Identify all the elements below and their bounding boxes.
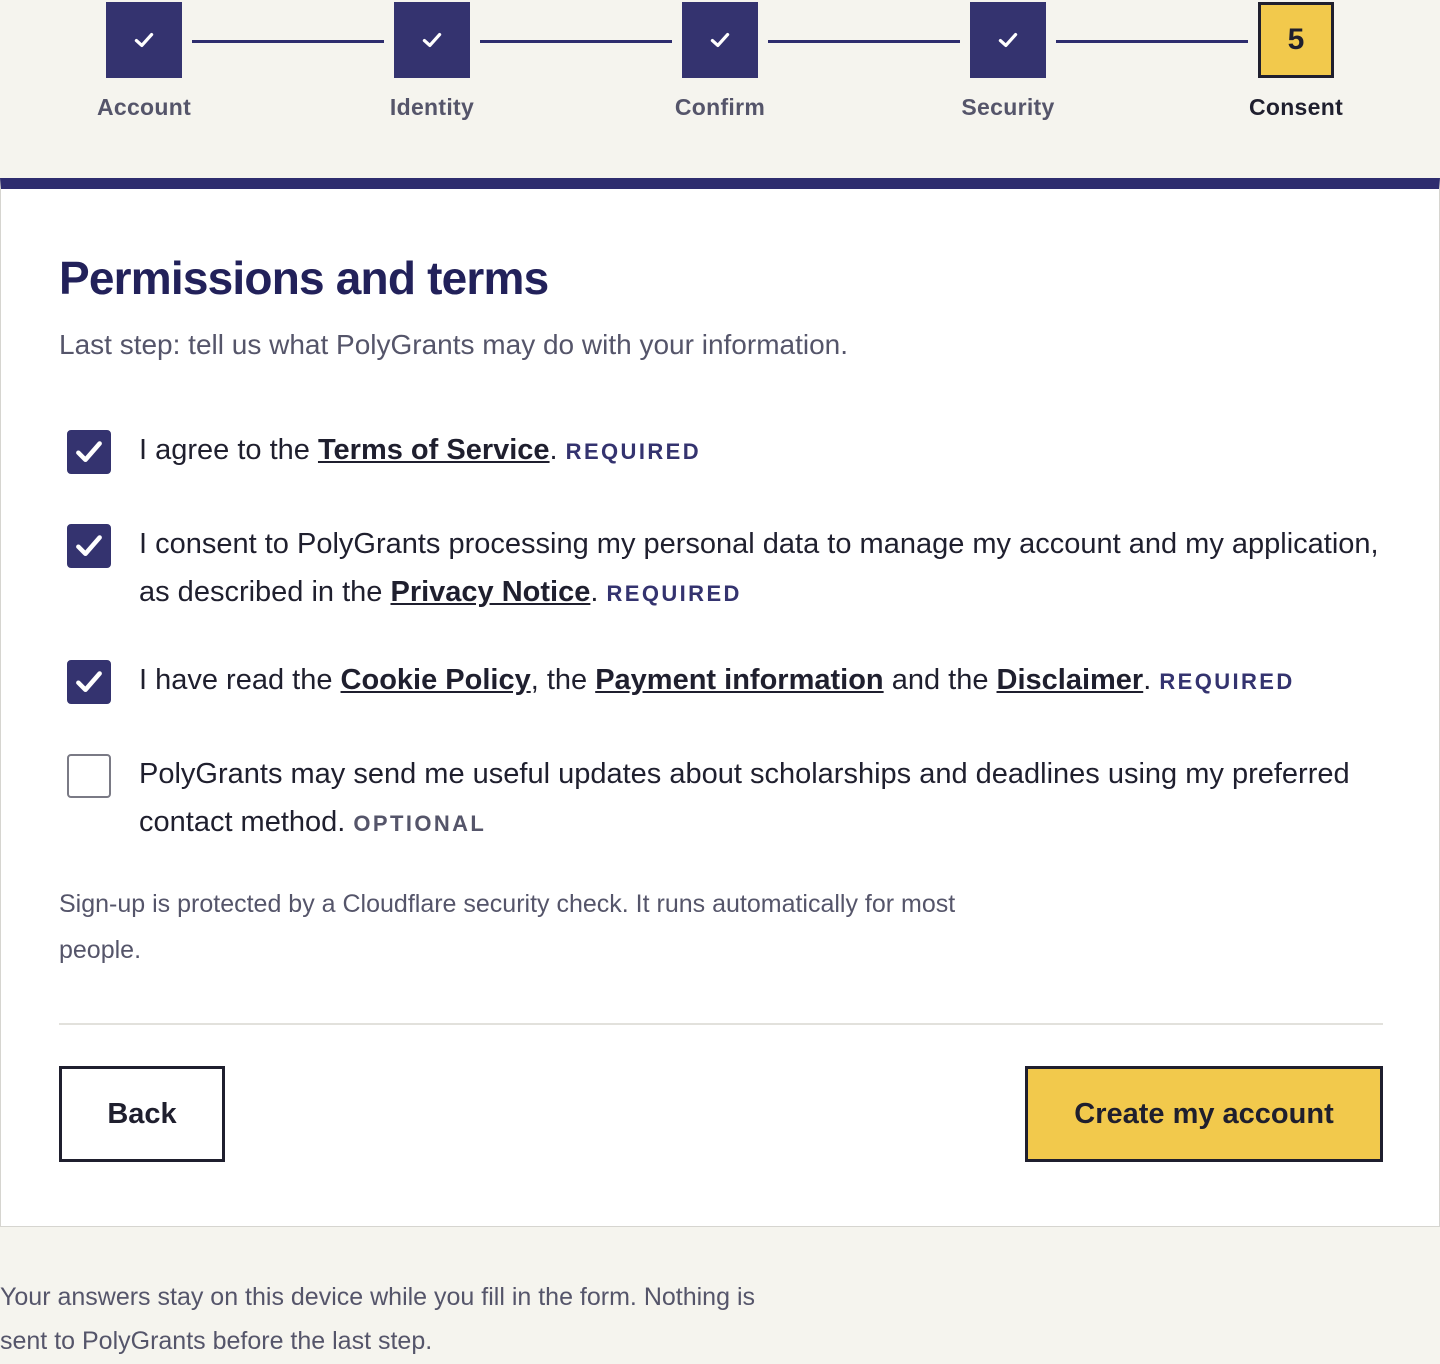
label-text: , the <box>530 664 596 696</box>
optional-tag: OPTIONAL <box>353 811 487 836</box>
step-account <box>44 2 244 121</box>
check-icon <box>394 2 470 78</box>
check-icon <box>72 529 106 563</box>
step-consent <box>1196 2 1396 121</box>
terms-checkbox[interactable] <box>67 430 111 474</box>
check-icon <box>106 2 182 78</box>
footer-note: Your answers stay on this device while you fill in the form. Nothing is sent to PolyGrants before the last step. <box>0 1283 755 1355</box>
step-identity <box>332 2 532 121</box>
required-tag: REQUIRED <box>565 439 701 464</box>
required-tag: REQUIRED <box>606 581 742 606</box>
updates-checkbox[interactable] <box>67 754 111 798</box>
terms-of-service-link[interactable]: Terms of Service <box>317 434 550 466</box>
label-text: I have read the <box>139 664 341 696</box>
step-confirm <box>620 2 820 121</box>
progress-stepper <box>0 0 1440 178</box>
consent-label <box>139 520 1389 618</box>
step-label: Consent <box>1248 94 1344 120</box>
page-title: Permissions and terms <box>59 252 549 304</box>
label-text: . <box>549 434 566 466</box>
check-icon <box>682 2 758 78</box>
consent-label <box>139 426 1389 476</box>
create-account-button[interactable]: Create my account <box>1025 1066 1383 1162</box>
page-subtitle: Last step: tell us what PolyGrants may do with your information. <box>59 329 849 360</box>
required-tag: REQUIRED <box>1159 669 1295 694</box>
check-icon <box>72 665 106 699</box>
label-text: I agree to the <box>139 434 318 466</box>
step-security <box>908 2 1108 121</box>
check-icon <box>970 2 1046 78</box>
label-text: . <box>590 576 607 608</box>
step-number: 5 <box>1258 2 1334 78</box>
label-text: PolyGrants may send me useful updates about scholarships and deadlines using my preferred contact method. <box>139 758 1350 838</box>
privacy-checkbox[interactable] <box>67 524 111 568</box>
label-text: and the <box>883 664 997 696</box>
divider <box>59 1023 1383 1025</box>
step-label: Account <box>96 94 192 120</box>
policies-checkbox[interactable] <box>67 660 111 704</box>
payment-information-link[interactable]: Payment information <box>595 664 884 696</box>
consent-label <box>139 656 1389 706</box>
consent-label <box>139 750 1389 848</box>
cookie-policy-link[interactable]: Cookie Policy <box>340 664 531 696</box>
privacy-notice-link[interactable]: Privacy Notice <box>390 576 591 608</box>
label-text: . <box>1143 664 1160 696</box>
step-label: Confirm <box>674 94 766 120</box>
disclaimer-link[interactable]: Disclaimer <box>996 664 1144 696</box>
step-label: Identity <box>389 94 475 120</box>
label-text: I consent to PolyGrants processing my personal data to manage my account and my application, as described in the <box>139 528 1379 608</box>
back-button[interactable]: Back <box>59 1066 225 1162</box>
security-note: Sign-up is protected by a Cloudflare security check. It runs automatically for most people. <box>59 890 956 964</box>
step-label: Security <box>961 94 1055 120</box>
check-icon <box>72 435 106 469</box>
consent-card <box>0 178 1440 1227</box>
